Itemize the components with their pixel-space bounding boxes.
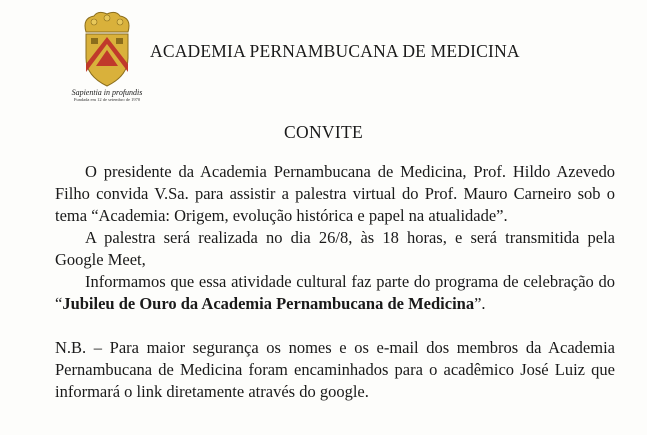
document-body bbox=[55, 161, 615, 403]
paragraph-invitation: O presidente da Academia Pernambucana de Medicina, Prof. Hildo Azevedo Filho convida V.Sa. para assistir a palestra virtual do Prof. Mauro Carneiro sob o tema “Academia: Origem, evolução histórica e papel na atualidade”. bbox=[55, 162, 615, 225]
paragraph-gap bbox=[55, 315, 615, 337]
jubilee-highlight: Jubileu de Ouro da Academia Pernambucana de Medicina bbox=[62, 294, 475, 313]
document-title: CONVITE bbox=[284, 122, 363, 142]
celebration-text: Informamos que essa atividade cultural faz parte do programa de celebração do “ bbox=[55, 272, 615, 313]
paragraph-celebration bbox=[55, 271, 615, 315]
crest-icon bbox=[72, 10, 142, 90]
organization-name: ACADEMIA PERNAMBUCANA DE MEDICINA bbox=[150, 41, 520, 61]
logo-subtext: Fundada em 12 de setembro de 1970 bbox=[73, 97, 141, 102]
paragraph-schedule: A palestra será realizada no dia 26/8, às 18 horas, e será transmitida pela Google Meet, bbox=[55, 228, 615, 269]
logo-motto: Sapientia in profundis bbox=[71, 88, 143, 97]
paragraph-note: N.B. – Para maior segurança os nomes e os e-mail dos membros da Academia Pernambucana de Medicina foram encaminhados para o acadêmico José Luiz que informará o link diretamente através do google. bbox=[55, 338, 615, 401]
celebration-end: ”. bbox=[474, 294, 486, 313]
